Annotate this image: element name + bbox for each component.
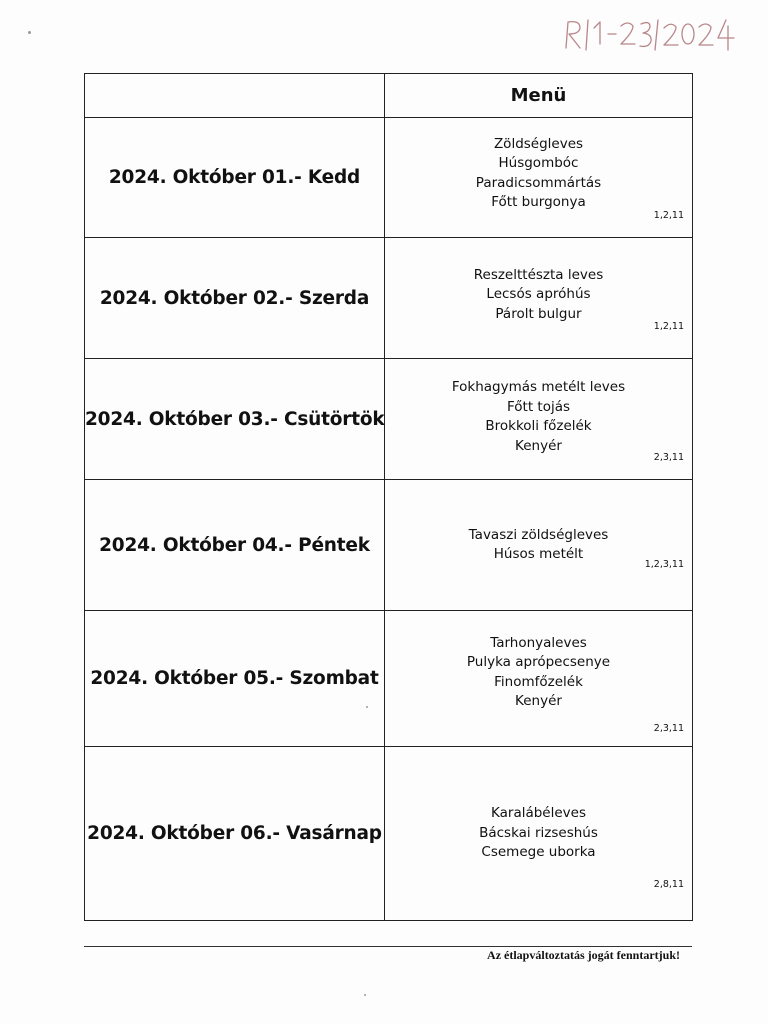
footer-divider <box>84 946 692 947</box>
table-row <box>85 480 693 611</box>
day-date-label: 2024. Október 02.- Szerda <box>85 238 385 359</box>
day-date-label: 2024. Október 06.- Vasárnap <box>85 747 385 921</box>
date-column-header <box>85 74 385 118</box>
dish-item: Tavaszi zöldségleves <box>468 526 609 543</box>
dish-item: Főtt tojás <box>506 398 571 415</box>
dish-item: Húsos metélt <box>493 546 584 562</box>
table-header-row <box>85 74 693 118</box>
dish-list <box>385 378 692 460</box>
table-row <box>85 747 693 921</box>
allergen-codes: 1,2,11 <box>653 210 684 221</box>
footer-note: Az étlapváltoztatás jogát fenntartjuk! <box>487 948 680 962</box>
handwritten-reference-number <box>558 14 748 54</box>
dish-item: Karalábéleves <box>491 805 586 822</box>
table-row <box>85 359 693 480</box>
dish-item: Lecsós apróhús <box>486 286 591 303</box>
day-menu-cell <box>385 747 693 921</box>
day-menu-cell <box>385 238 693 359</box>
table-row <box>85 118 693 238</box>
table-row <box>85 238 693 359</box>
dish-item: Pulyka aprópecsenye <box>466 654 611 670</box>
day-date-label: 2024. Október 04.- Péntek <box>85 480 385 611</box>
day-menu-cell <box>385 611 693 747</box>
day-date-label: 2024. Október 05.- Szombat <box>85 611 385 747</box>
dish-list <box>385 135 692 221</box>
dish-item: Brokkoli főzelék <box>485 418 592 434</box>
day-menu-cell <box>385 359 693 480</box>
day-menu-cell <box>385 118 693 238</box>
dish-item: Kenyér <box>515 437 562 454</box>
scan-speck <box>28 31 31 34</box>
dish-item: Paradicsommártás <box>475 174 602 191</box>
dish-item: Főtt burgonya <box>491 194 586 210</box>
dish-item: Kenyér <box>515 693 562 709</box>
scan-speck <box>364 994 366 996</box>
menu-column-header: Menü <box>385 74 693 118</box>
day-menu-cell <box>385 480 693 611</box>
table-row <box>85 611 693 747</box>
dish-item: Reszelttészta leves <box>473 266 604 283</box>
dish-item: Finomfőzelék <box>494 673 583 690</box>
dish-item: Párolt bulgur <box>495 305 582 322</box>
allergen-codes: 1,2,3,11 <box>644 559 684 570</box>
dish-list <box>385 634 692 724</box>
allergen-codes: 2,3,11 <box>653 452 684 463</box>
dish-item: Csemege uborka <box>481 844 596 861</box>
allergen-codes: 2,3,11 <box>653 723 684 734</box>
dish-item: Zöldségleves <box>493 135 584 152</box>
day-date-label: 2024. Október 03.- Csütörtök <box>85 359 385 480</box>
dish-item: Fokhagymás metélt leves <box>451 379 626 395</box>
weekly-menu-table <box>84 73 693 921</box>
dish-item: Tarhonyaleves <box>490 634 587 651</box>
allergen-codes: 2,8,11 <box>653 879 684 890</box>
dish-list <box>385 266 692 331</box>
dish-item: Húsgombóc <box>498 155 579 171</box>
dish-list <box>385 804 692 863</box>
dish-item: Bácskai rizseshús <box>479 824 598 841</box>
day-date-label: 2024. Október 01.- Kedd <box>85 118 385 238</box>
allergen-codes: 1,2,11 <box>653 321 684 332</box>
